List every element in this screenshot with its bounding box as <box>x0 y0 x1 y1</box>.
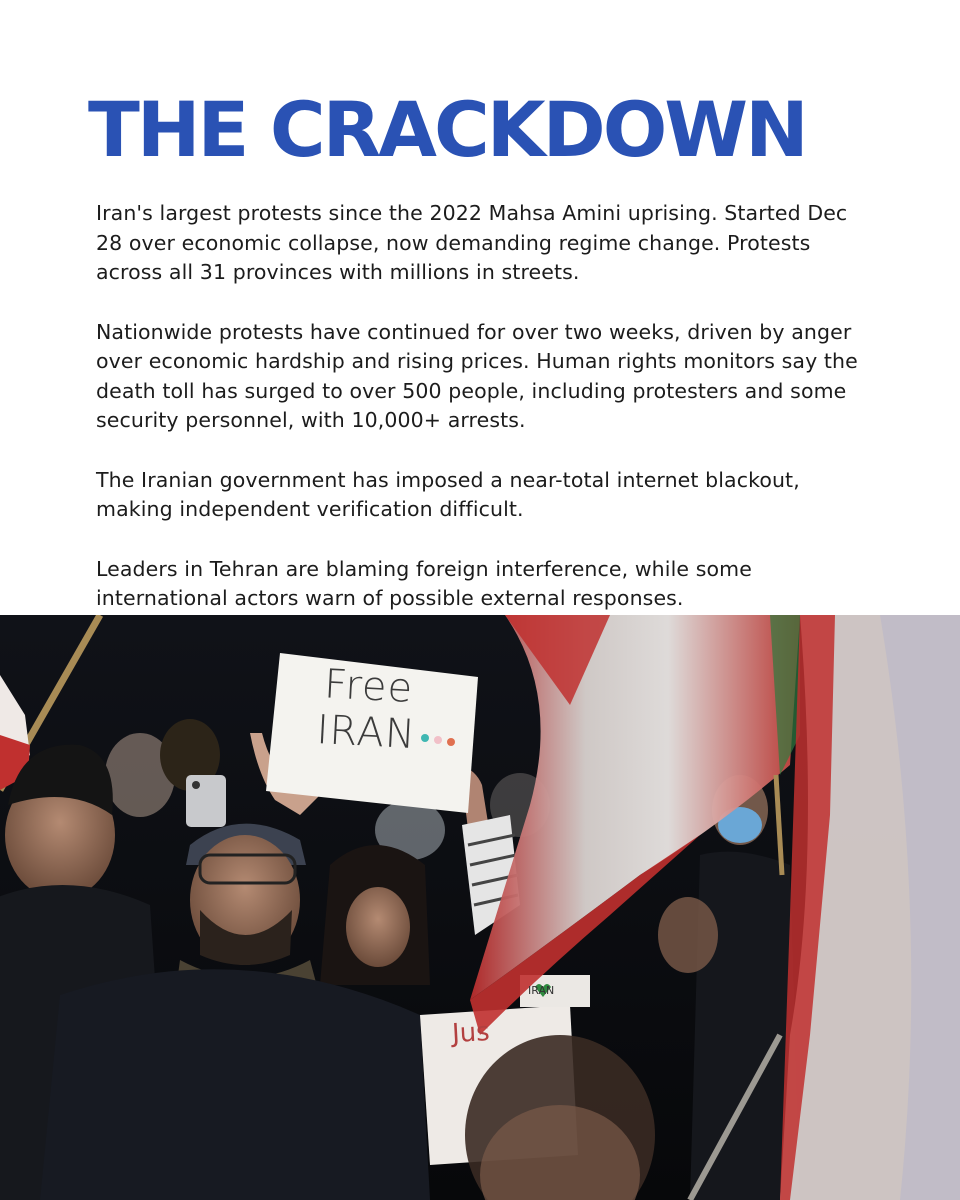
sign-line-free: Free <box>323 661 415 712</box>
paragraph-1: Iran's largest protests since the 2022 Mahsa Amini uprising. Started Dec 28 over economic collapse, now demanding regime change. Protests across all 31 provinces with millions in streets. <box>96 201 848 284</box>
sign-text <box>295 660 440 759</box>
headline: THE CRACKDOWN <box>88 85 806 174</box>
sign-line-iran: IRAN <box>315 707 418 759</box>
paragraph-2: Nationwide protests have continued for over two weeks, driven by anger over economic hardship and rising prices. Human rights monitors say the death toll has surged to over 500 people, including protesters and some security personnel, with 10,000+ arrests. <box>96 319 858 432</box>
phone <box>186 775 226 827</box>
article-body <box>96 199 876 644</box>
justice-sign-text: Jus <box>451 1017 491 1049</box>
protest-photo-illustration <box>0 615 960 1200</box>
small-sign-text: IRAN <box>528 984 555 997</box>
paragraph-4: Leaders in Tehran are blaming foreign interference, while some international actors warn of possible external responses. <box>96 556 752 610</box>
protest-photo <box>0 615 960 1200</box>
paragraph-3: The Iranian government has imposed a near-total internet blackout, making independent verification difficult. <box>96 467 800 521</box>
